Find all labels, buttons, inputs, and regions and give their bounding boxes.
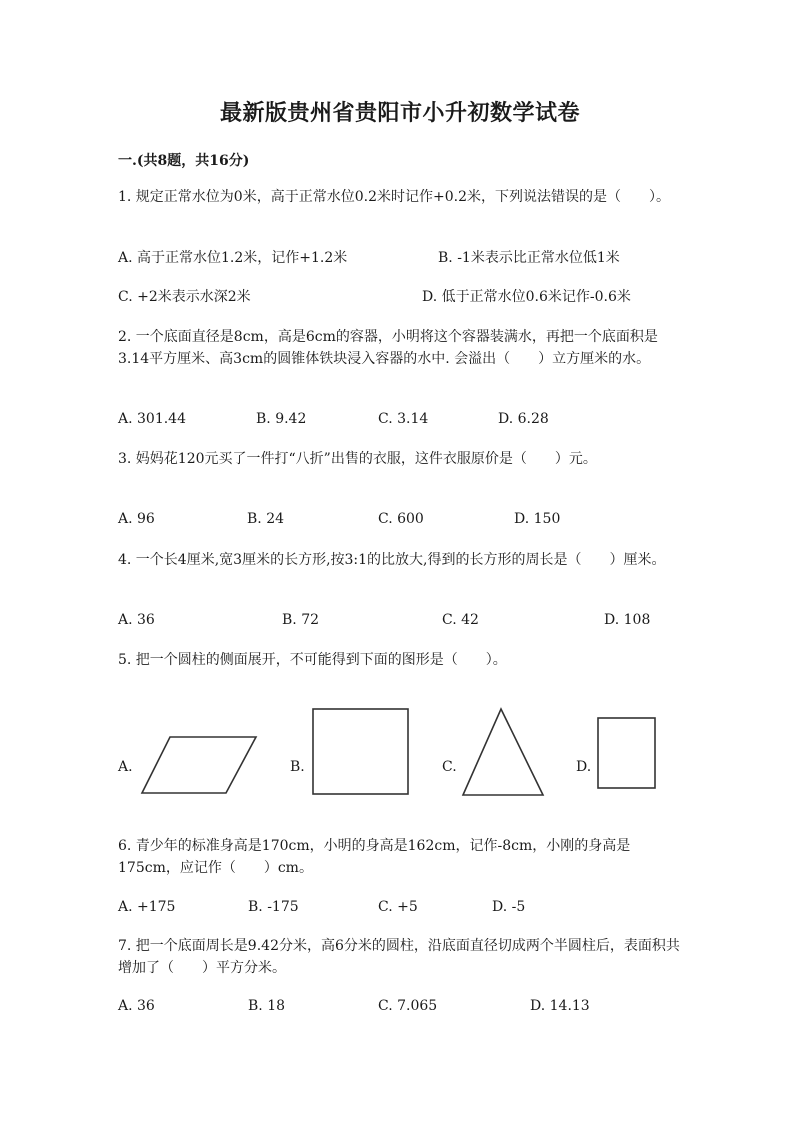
q2-option-c[interactable]: C. 3.14 <box>378 411 429 427</box>
q2-option-d[interactable]: D. 6.28 <box>498 411 549 427</box>
q4-option-c[interactable]: C. 42 <box>442 612 479 628</box>
q4-option-a[interactable]: A. 36 <box>118 612 155 628</box>
triangle-figure <box>460 706 546 798</box>
q3-option-b[interactable]: B. 24 <box>247 511 285 527</box>
question-7-stem: 7. 把一个底面周长是9.42分米，高6分米的圆柱，沿底面直径切成两个半圆柱后，表面积共增加了（ ）平方分米。 <box>118 938 680 976</box>
q5-option-a[interactable]: A. <box>118 759 133 775</box>
question-6-stem: 6. 青少年的标准身高是170cm，小明的身高是162cm，记作-8cm，小刚的身高是175cm，应记作（ ）cm。 <box>118 838 631 876</box>
q3-option-a[interactable]: A. 96 <box>118 511 155 527</box>
q7-option-d[interactable]: D. 14.13 <box>530 998 590 1014</box>
q7-option-a[interactable]: A. 36 <box>118 998 155 1014</box>
question-4-stem: 4. 一个长4厘米,宽3厘米的长方形,按3:1的比放大,得到的长方形的周长是（ ）厘米。 <box>118 552 666 568</box>
q3-option-d[interactable]: D. 150 <box>514 511 561 527</box>
q1-option-c[interactable]: C. +2米表示水深2米 <box>118 289 251 305</box>
q5-option-c[interactable]: C. <box>442 759 457 775</box>
q7-option-c[interactable]: C. 7.065 <box>378 998 438 1014</box>
section-heading: 一.(共8题，共16分) <box>118 153 250 169</box>
q1-option-a[interactable]: A. 高于正常水位1.2米，记作+1.2米 <box>118 250 348 266</box>
rectangle-figure <box>596 716 658 790</box>
question-2-stem: 2. 一个底面直径是8cm，高是6cm的容器，小明将这个容器装满水，再把一个底面积是3.14平方厘米、高3cm的圆锥体铁块浸入容器的水中. 会溢出（ ）立方厘米的水。 <box>118 329 658 367</box>
q2-option-a[interactable]: A. 301.44 <box>118 411 186 427</box>
question-5-stem: 5. 把一个圆柱的侧面展开，不可能得到下面的图形是（ ）。 <box>118 652 507 668</box>
q6-option-b[interactable]: B. -175 <box>248 899 299 915</box>
q1-option-d[interactable]: D. 低于正常水位0.6米记作-0.6米 <box>422 289 631 305</box>
q5-option-b[interactable]: B. <box>290 759 305 775</box>
q4-option-b[interactable]: B. 72 <box>282 612 320 628</box>
q7-option-b[interactable]: B. 18 <box>248 998 286 1014</box>
q3-option-c[interactable]: C. 600 <box>378 511 424 527</box>
q6-option-c[interactable]: C. +5 <box>378 899 418 915</box>
q6-option-a[interactable]: A. +175 <box>118 899 176 915</box>
parallelogram-figure <box>140 734 260 796</box>
q1-option-b[interactable]: B. -1米表示比正常水位低1米 <box>438 250 620 266</box>
q4-option-d[interactable]: D. 108 <box>604 612 651 628</box>
question-1-stem: 1. 规定正常水位为0米，高于正常水位0.2米时记作+0.2米，下列说法错误的是（ ）。 <box>118 189 670 205</box>
q2-option-b[interactable]: B. 9.42 <box>256 411 307 427</box>
square-figure <box>311 707 411 797</box>
q6-option-d[interactable]: D. -5 <box>492 899 526 915</box>
q5-option-d[interactable]: D. <box>576 759 592 775</box>
page-title: 最新版贵州省贵阳市小升初数学试卷 <box>219 101 580 126</box>
question-3-stem: 3. 妈妈花120元买了一件打“八折”出售的衣服，这件衣服原价是（ ）元。 <box>118 451 597 467</box>
